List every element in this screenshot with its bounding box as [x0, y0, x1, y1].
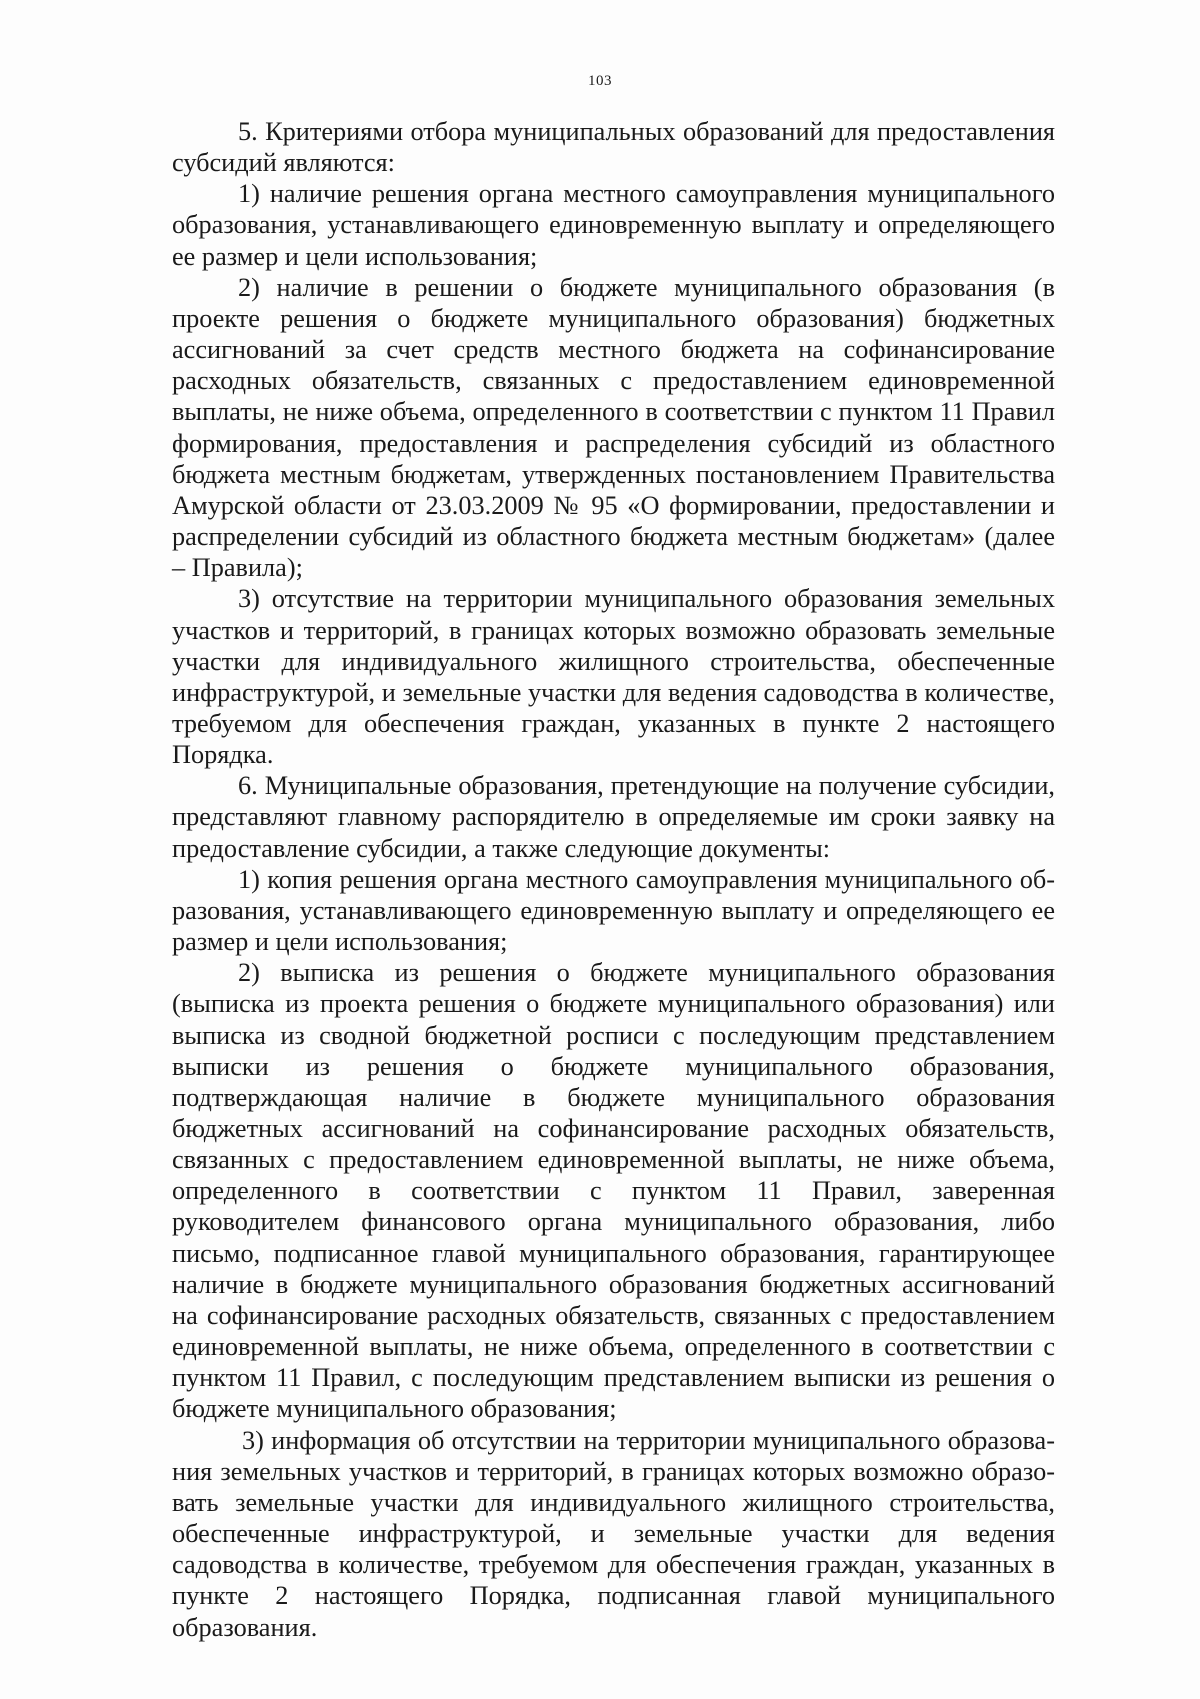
paragraph-5-criteria: 5. Критериями отбора муниципальных образований для предоставления субсидий являются:: [172, 117, 1055, 178]
page-number: 103: [588, 73, 612, 89]
paragraph-6-item-2: 2) выписка из решения о бюджете муниципального образования (выписка из проекта решения о бюджете муниципального образования) или выписка из сводной бюджетной росписи с последующим представлением выписки из решения о бюджете муниципального образования, подтверждающая наличие в бюджете муниципального образования бюджетных ассигнований на софинансирование расходных обязательств, связанных с предоставлением единовременной выплаты, не ниже объема, определенного в соответствии с пунктом 11 Правил, заверенная руководителем финансового органа муниципального образования, либо письмо, подписанное главой муниципального образования, гарантирующее наличие в бюджете муниципального образования бюджетных ассигнований на софинансирование расходных обязательств, связанных с предоставлением единовременной выплаты, не ниже объема, определенного в соответствии с пунктом 11 Правил, с последующим представлением выписки из решения о бюджете муниципального образования;: [172, 958, 1055, 1424]
paragraph-5-item-1: 1) наличие решения органа местного самоуправления муниципального образования, устанавливающего единовременную выплату и определяющего ее размер и цели использования;: [172, 179, 1055, 271]
paragraph-5-item-3: 3) отсутствие на территории муниципального образования земельных участков и территорий, в границах которых возможно образовать земельные участки для индивидуального жилищного строительства, обеспеченные инфраструктурой, и земельные участки для ведения садоводства в количестве, требуемом для обеспечения граждан, указанных в пункте 2 настоящего Порядка.: [172, 584, 1055, 770]
paragraph-6-documents: 6. Муниципальные образования, претендующие на получение субсидии, представляют главному распорядителю в определяемые им сроки заявку на предоставление субсидии, а также следующие документы:: [172, 771, 1055, 863]
paragraph-5-item-2: 2) наличие в решении о бюджете муниципального образования (в проекте решения о бюджете муниципального образования) бюджетных ассигнований за счет средств местного бюджета на софинансирование расходных обязательств, связанных с предоставлением единовременной выплаты, не ниже объема, определенного в соответствии с пунктом 11 Правил формирования, предоставления и распределения субсидий из областного бюджета местным бюджетам, утвержденных постановлением Правительства Амурской области от 23.03.2009 № 95 «О формировании, предоставлении и распределении субсидий из областного бюджета местным бюджетам» (далее – Правила);: [172, 272, 1055, 583]
paragraph-6-item-3: 3) информация об отсутствии на территории муниципального образования земельных участков и территорий, в границах которых возможно образовать земельные участки для индивидуального жилищного строительства, обеспеченные инфраструктурой, и земельные участки для ведения садоводства в количестве, требуемом для обеспечения граждан, указанных в пункте 2 настоящего Порядка, подписанная главой муниципального образования.: [172, 1425, 1055, 1642]
paragraph-6-item-1: 1) копия решения органа местного самоуправления муниципального образования, устанавливающего единовременную выплату и определяющего ее размер и цели использования;: [172, 864, 1055, 957]
document-body: [172, 116, 1055, 1643]
